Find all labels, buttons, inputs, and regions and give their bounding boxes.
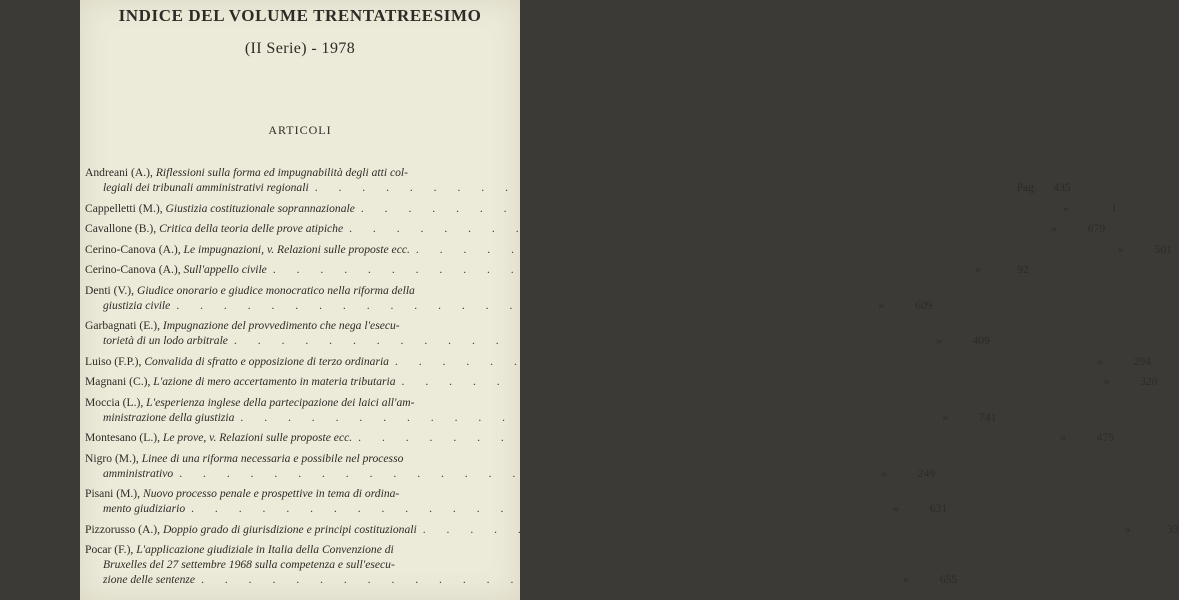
entry-line	[85, 395, 517, 410]
entry-title: Riflessioni sulla forma ed impugnabilità degli atti col-	[155, 166, 408, 179]
entry-line	[85, 318, 517, 333]
entry-author: Pocar (F.),	[85, 543, 137, 556]
index-entry	[85, 451, 936, 481]
entry-author: Andreani (A.),	[85, 166, 156, 179]
page-number: 409	[972, 334, 990, 347]
entry-title: L'applicazione giudiziale in Italia della Convenzione di	[136, 543, 394, 556]
page-number: 92	[1017, 263, 1029, 276]
entry-text	[103, 557, 395, 572]
entry-text	[85, 542, 394, 557]
entry-title: L'esperienza inglese della partecipazione dei laici all'am-	[146, 395, 415, 409]
page-number: 609	[914, 298, 933, 312]
entry-line	[85, 298, 933, 313]
page-number: 631	[929, 502, 948, 515]
index-entry	[85, 242, 1172, 257]
page-marker: »	[1117, 242, 1124, 256]
entry-title: Linee di una riforma necessaria e possibile nel processo	[141, 451, 404, 465]
page-number: 320	[1140, 375, 1158, 388]
page-number: 501	[1154, 242, 1172, 256]
leader-dots: . . . . . . . . . . . . . . . . . . . . . . . . . . . . . .	[240, 410, 943, 424]
leader-dots: . . . . . . . . . . . . . . . . . . . . . . . . . . . . . .	[272, 263, 975, 276]
entry-author: Nigro (M.),	[85, 451, 142, 465]
entry-line	[85, 451, 517, 466]
leader-dots: . . . . . . . . . . . . . . . . . . . . . . . . . . . . . .	[314, 181, 1017, 194]
entry-text	[85, 430, 352, 445]
page-marker: »	[1062, 201, 1069, 215]
entry-text	[85, 283, 415, 298]
entry-line	[85, 410, 997, 425]
section-heading: ARTICOLI	[268, 123, 332, 137]
index-entry	[85, 486, 948, 516]
entry-author: Garbagnati (E.),	[85, 319, 163, 332]
leader-dots: . . . . . . . . . . . . . . . . . . . . . . . . . . . . . .	[233, 334, 936, 347]
leader-dots: . . . . . . . . . . . . . . . . . . . . . . . . . . . . . .	[360, 201, 1063, 215]
page-number: 655	[939, 573, 958, 586]
index-entry	[85, 395, 997, 425]
entry-title: zione delle sentenze	[103, 573, 196, 586]
page-marker: »	[1060, 431, 1066, 444]
index-entry	[85, 522, 1179, 537]
entry-author: Moccia (L.),	[85, 395, 147, 409]
entry-text	[85, 486, 399, 501]
entry-line	[85, 283, 517, 298]
entry-title: L'azione di mero accertamento in materia tributaria	[153, 375, 396, 388]
entry-author: Cavallone (B.),	[85, 222, 160, 235]
page-marker: »	[903, 573, 909, 586]
entry-title: Nuovo processo penale e prospettive in tema di ordina-	[142, 487, 400, 500]
entry-title: Critica della teoria delle prove atipiche	[159, 222, 344, 235]
entry-title: Doppio grado di giurisdizione e principi costituzionali	[162, 522, 417, 536]
entry-author: Magnani (C.),	[85, 375, 154, 388]
entry-line	[85, 333, 990, 348]
entry-text	[85, 318, 400, 333]
page-marker: »	[1124, 522, 1131, 536]
entry-line	[85, 557, 517, 572]
entry-title: Le impugnazioni, v. Relazioni sulle proposte ecc.	[183, 242, 410, 256]
page-number: 475	[1096, 431, 1115, 444]
entry-text	[85, 374, 396, 389]
entry-line	[85, 572, 958, 587]
leader-dots: . . . . . . . . . . . . . . . . . . . . . . . . . . . . . .	[358, 431, 1061, 444]
index-entry	[85, 430, 1115, 445]
page-marker: »	[942, 410, 949, 424]
entry-line	[85, 262, 1029, 277]
entry-title: Impugnazione del provvedimento che nega l'esecu-	[162, 319, 400, 332]
entry-author: Cerino-Canova (A.),	[85, 263, 184, 276]
entry-text	[85, 522, 417, 537]
page-title: INDICE DEL VOLUME TRENTATREESIMO	[118, 6, 482, 25]
leader-dots: . . . . . . . . . . . . . . . . . . . . . . . . . . . . . .	[422, 522, 1125, 536]
entry-line	[85, 542, 517, 557]
leader-dots: . . . . . . . . . . . . . . . . . . . . . . . . . . . . . .	[415, 242, 1118, 256]
entry-line	[85, 354, 1151, 369]
entry-author: Cappelletti (M.),	[85, 201, 166, 215]
entry-line	[85, 374, 1158, 389]
page-number: 33	[1167, 522, 1179, 536]
entry-author: Pisani (M.),	[85, 487, 143, 500]
entry-text	[85, 354, 389, 369]
entry-line	[85, 501, 948, 516]
entry-author: Denti (V.),	[85, 283, 137, 297]
index-entry	[85, 542, 958, 587]
index-entry	[85, 374, 1158, 389]
page-number: 249	[917, 466, 936, 480]
page-marker: »	[878, 298, 885, 312]
entry-text	[103, 410, 234, 425]
entry-text	[103, 180, 309, 195]
entry-text	[103, 333, 228, 348]
index-entry	[85, 318, 990, 348]
entry-text	[103, 501, 185, 516]
entry-text	[103, 298, 170, 313]
leader-dots: . . . . . . . . . . . . . . . . . . . . . . . . . . . . . .	[394, 354, 1097, 368]
entry-title: Le prove, v. Relazioni sulle proposte ecc.	[162, 431, 353, 444]
entry-author: Montesano (L.),	[85, 431, 163, 444]
page-marker: »	[893, 502, 899, 515]
entry-text	[85, 242, 410, 257]
entry-title: mento giudiziario	[103, 502, 186, 515]
entry-title: Giustizia costituzionale soprannazionale	[165, 201, 355, 215]
book-page	[80, 0, 1179, 600]
page-marker: »	[881, 466, 888, 480]
page-marker: »	[1103, 375, 1110, 388]
page-number: 294	[1133, 354, 1151, 368]
entry-line	[85, 201, 1117, 216]
entry-title: ministrazione della giustizia	[103, 410, 235, 424]
entry-line	[85, 180, 1071, 195]
entry-author: Cerino-Canova (A.),	[85, 242, 184, 256]
index-entry	[85, 165, 1071, 195]
entry-text	[85, 201, 355, 216]
index-entry	[85, 354, 1151, 369]
entry-title: Sull'appello civile	[183, 263, 267, 276]
page-number: 1	[1111, 201, 1117, 215]
entry-text	[85, 221, 343, 236]
entry-text	[103, 572, 195, 587]
leader-dots: . . . . . . . . . . . . . . . . . . . . . . . . . . . . . .	[201, 573, 904, 586]
index-entry	[85, 201, 1117, 216]
entry-title: torietà di un lodo arbitrale	[103, 334, 228, 347]
entry-author: Luiso (F.P.),	[85, 354, 145, 368]
page-number: 741	[979, 410, 997, 424]
leader-dots: . . . . . . . . . . . . . . . . . . . . . . . . . . . . . .	[349, 222, 1052, 235]
entry-line	[85, 466, 936, 481]
index-list	[85, 165, 1179, 593]
entry-line	[85, 221, 1106, 236]
entry-text	[85, 262, 267, 277]
entry-title: amministrativo	[103, 466, 174, 480]
entry-line	[85, 165, 517, 180]
index-entry	[85, 283, 933, 313]
entry-title: Bruxelles del 27 settembre 1968 sulla competenza e sull'esecu-	[103, 558, 395, 571]
index-entry	[85, 221, 1106, 236]
leader-dots: . . . . . . . . . . . . . . . . . . . . . . . . . . . . . .	[176, 298, 879, 312]
leader-dots: . . . . . . . . . . . . . . . . . . . . . . . . . . . . . .	[191, 502, 894, 515]
entry-title: Convalida di sfratto e opposizione di terzo ordinaria	[144, 354, 389, 368]
entry-text	[85, 165, 408, 180]
entry-title: legiali dei tribunali amministrativi regionali	[103, 181, 309, 194]
entry-title: Giudice onorario e giudice monocratico nella riforma della	[136, 283, 415, 297]
entry-text	[85, 451, 403, 466]
entry-title: giustizia civile	[103, 298, 171, 312]
page-marker: »	[1097, 354, 1103, 368]
page-marker: »	[974, 263, 981, 276]
leader-dots: . . . . . . . . . . . . . . . . . . . . . . . . . . . . . .	[401, 375, 1104, 388]
entry-line	[85, 486, 517, 501]
entry-text	[85, 395, 415, 410]
leader-dots: . . . . . . . . . . . . . . . . . . . . . . . . . . . . . .	[179, 466, 882, 480]
page-subtitle: (II Serie) - 1978	[244, 40, 356, 57]
entry-line	[85, 522, 1179, 537]
page-number: 435	[1053, 181, 1071, 194]
page-number: 679	[1087, 222, 1106, 235]
index-entry	[85, 262, 1029, 277]
page-marker: »	[1051, 222, 1057, 235]
entry-line	[85, 430, 1115, 445]
entry-author: Pizzorusso (A.),	[85, 522, 163, 536]
page-marker: Pag.	[1016, 181, 1037, 194]
page-marker: »	[935, 334, 942, 347]
entry-text	[103, 466, 173, 481]
entry-line	[85, 242, 1172, 257]
